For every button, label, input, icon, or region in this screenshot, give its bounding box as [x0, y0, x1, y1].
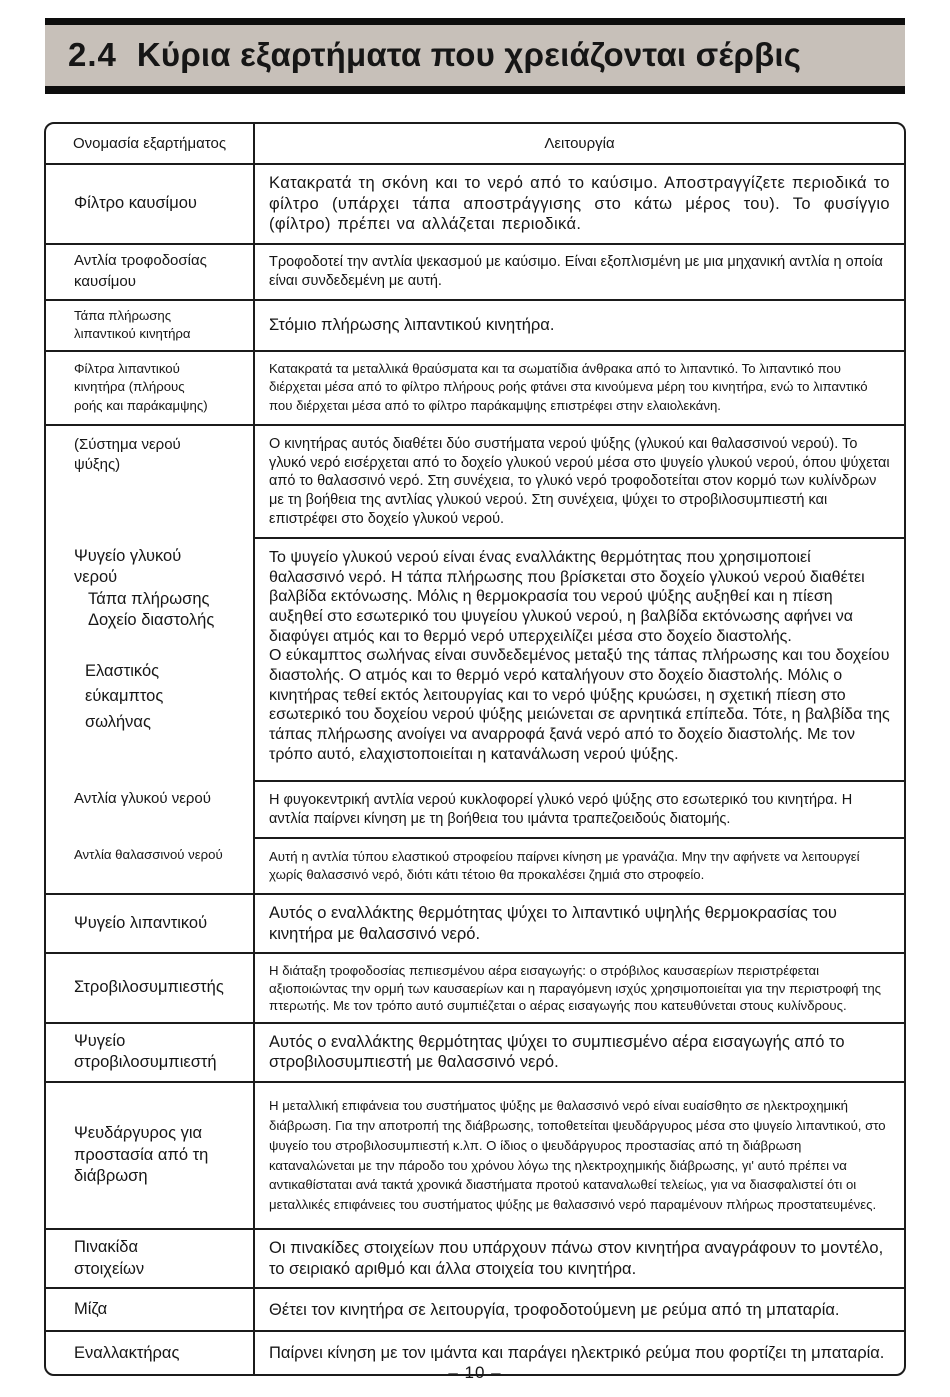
component-name-line: διάβρωση — [74, 1167, 148, 1186]
column-header-component: Ονομασία εξαρτήματος — [46, 124, 255, 163]
table-row-oil-filters — [46, 350, 904, 424]
function-text: Θέτει τον κινητήρα σε λειτουργία, τροφοδοτούμενη με ρεύμα από τη μπαταρία. — [269, 1300, 840, 1319]
component-name-line: λιπαντικού κινητήρα — [74, 326, 191, 342]
component-name-line: κινητήρα (πλήρους — [74, 379, 185, 395]
component-name-cell — [46, 165, 255, 243]
component-name-line: Μίζα — [74, 1300, 108, 1319]
cooling-subrow-sea-water-pump — [46, 837, 904, 893]
component-function-cell — [255, 1083, 904, 1228]
table-row-fuel-feed-pump — [46, 243, 904, 299]
function-text: Ο εύκαμπτος σωλήνας είναι συνδεδεμένος μεταξύ της τάπας πλήρωσης και του δοχείου διαστολής. Ο ατμός και το θερμό νερό καταλήγουν στο δοχείο διαστολής. Μόλις ο κινητήρας τεθεί εκτός λειτουργίας και το νερό ψύξης κρυώσει, η σχετική πίεση στο εσωτερικό του δοχείου νερού ψύξης μειώνεται σε αρνητικά επίπεδα. Τότε, η βαλβίδα της τάπας πλήρωσης ανοίγει να αναρροφά ξανά νερό από το δοχείο διαστολής. Με τον τρόπο αυτό, ελαχιστοποιείται η κατανάλωση νερού ψύξης. — [269, 647, 890, 763]
component-name-line: προστασία από τη — [74, 1145, 209, 1164]
function-text: Οι πινακίδες στοιχείων που υπάρχουν πάνω στον κινητήρα αναγράφουν το μοντέλο, το σειριακό αριθμό και άλλα στοιχεία του κινητήρα. — [269, 1239, 884, 1278]
component-name-line: νερού — [74, 568, 118, 587]
component-function-cell — [255, 954, 904, 1021]
cooling-subrow-fresh-water-pump — [46, 780, 904, 837]
component-name-line: Φίλτρα λιπαντικού — [74, 360, 180, 376]
component-name-cell — [46, 537, 255, 780]
component-name-cell — [46, 301, 255, 350]
component-function-cell — [255, 1024, 904, 1081]
table-header-row — [46, 124, 904, 163]
component-function-cell — [255, 352, 904, 424]
component-name-line: στοιχείων — [74, 1259, 145, 1278]
component-name-cell — [46, 1230, 255, 1287]
function-text: Αυτός ο εναλλάκτης θερμότητας ψύχει το λιπαντικό υψηλής θερμοκρασίας του κινητήρα με θαλασσινό νερό. — [269, 904, 837, 943]
component-name-line: Αντλία τροφοδοσίας — [74, 252, 207, 270]
table-row-oil-cooler — [46, 893, 904, 952]
manual-page — [0, 18, 950, 1382]
component-name-line: Τάπα πλήρωσης — [88, 589, 210, 608]
function-text: Τροφοδοτεί την αντλία ψεκασμού με καύσιμο. Είναι εξοπλισμένη με μια μηχανική αντλία η οποία είναι συνδεδεμένη με αυτή. — [269, 253, 883, 289]
table-row-anticorrosion-zinc — [46, 1081, 904, 1228]
component-name-line: Ψυγείο λιπαντικού — [74, 914, 208, 933]
function-text: Κατακρατά τα μεταλλικά θραύσματα και τα σωματίδια άνθρακα από το λιπαντικό. Το λιπαντικό που διέρχεται μέσα από το φίλτρο πλήρους ροής φτάνει στα κινούμενα μέρη του κινητήρα, ενώ το λιπαντικό που διέρχεται μέσα από το φίλτρο παράκαμψης επιστρέφει στην ελαιολεκάνη. — [269, 360, 868, 413]
table-row-intercooler — [46, 1022, 904, 1081]
function-text: Αυτός ο εναλλάκτης θερμότητας ψύχει το συμπιεσμένο αέρα εισαγωγής από το στροβιλοσυμπιεστή με θαλασσινό νερό. — [269, 1032, 845, 1072]
function-text: Αυτή η αντλία τύπου ελαστικού στροφείου παίρνει κίνηση με γρανάζια. Μην την αφήνετε να λειτουργεί χωρίς θαλασσινό νερό, διότι κάτι τέτοιο θα προκαλέσει ζημιά στο στροφείο. — [269, 848, 860, 883]
component-function-cell — [255, 780, 904, 837]
component-function-cell — [255, 895, 904, 952]
component-name-line: Αντλία γλυκού νερού — [74, 789, 211, 807]
function-text: Ο κινητήρας αυτός διαθέτει δύο συστήματα νερού ψύξης (γλυκού και θαλασσινού νερού). Το γλυκό νερό εισέρχεται από το δοχείο γλυκού νερού μέσα στο ψυγείο γλυκού νερού, όπου ψύχεται από το θαλασσινό νερό. Στη συνέχεια, το γλυκό νερό τροφοδοτείται στον κορμό των κυλίνδρων με τη βοήθεια της αντλίας γλυκού νερού. Στη συνέχεια, ψύχει το στροβιλοσυμπιεστή και επιστρέφει στο δοχείο γλυκού νερού. — [269, 435, 890, 528]
component-name-cell — [46, 245, 255, 299]
component-name-cell — [46, 1289, 255, 1330]
function-text: Η μεταλλική επιφάνεια του συστήματος ψύξης με θαλασσινό νερό είναι ευαίσθητο σε ηλεκτροχημική διάβρωση. Για την αποτροπή της διάβρωσης, τοποθετείται ψευδάργυρος μέσα στο ψυγείο λιπαντικού, στο ψυγείο του στροβιλοσυμπιεστή κ.λπ. Ο ίδιος ο ψευδάργυρος προστασίας από τη διάβρωση καταναλώνεται με την πάροδο του χρόνου λόγω της ηλεκτροχημικής διάβρωσης, γι' αυτό πρέπει να αντικαθίσταται ανά τακτά χρονικά διαστήματα προτού καταναλωθεί τελείως, για να διασφαλιστεί ότι οι μεταλλικές επιφάνειες του συστήματος ψύξης με θαλασσινό νερό παραμένουν πλήρως προστατευμένες. — [269, 1098, 886, 1213]
component-name-line: Πινακίδα — [74, 1238, 139, 1257]
component-function-cell — [255, 301, 904, 350]
component-name-line: σωλήνας — [85, 712, 151, 731]
component-name-line: Αντλία θαλασσινού νερού — [74, 846, 223, 862]
component-name-line: ροής και παράκαμψης) — [74, 397, 208, 413]
component-function-cell — [255, 537, 904, 780]
cooling-subrow-radiator — [46, 537, 904, 780]
component-name-line: Ψευδάργυρος για — [74, 1124, 203, 1143]
table-row-nameplate — [46, 1228, 904, 1287]
component-function-cell — [255, 426, 904, 537]
function-text: Κατακρατά τη σκόνη και το νερό από το καύσιμο. Αποστραγγίζετε περιοδικά το φίλτρο (υπάρχει τάπα αποστράγγισης στο κάτω μέρος του). Το φυσίγγιο (φίλτρο) πρέπει να αλλάζεται περιοδικά. — [269, 174, 890, 234]
table-row-fuel-filter — [46, 163, 904, 243]
function-text: Παίρνει κίνηση με τον ιμάντα και παράγει ηλεκτρικό ρεύμα που φορτίζει τη μπαταρία. — [269, 1344, 885, 1363]
component-name-line: Ψυγείο γλυκού — [74, 546, 182, 565]
components-table — [44, 122, 906, 1376]
component-name-line: Εναλλακτήρας — [74, 1343, 180, 1362]
column-header-function: Λειτουργία — [544, 135, 615, 152]
page-number: – 10 – — [448, 1363, 502, 1382]
component-name-cell — [46, 837, 255, 893]
component-name-line: Ψυγείο — [74, 1032, 126, 1051]
component-name-cell — [46, 426, 255, 537]
table-row-starter — [46, 1287, 904, 1330]
function-text: Η φυγοκεντρική αντλία νερού κυκλοφορεί γλυκό νερό ψύξης στο εσωτερικό του κινητήρα. Η αντλία παίρνει κίνηση με τη βοήθεια του ιμάντα τραπεζοειδούς διατομής. — [269, 791, 853, 827]
component-name-line: καυσίμου — [74, 272, 136, 290]
component-name-line: Τάπα πλήρωσης — [74, 307, 172, 323]
function-text: Το ψυγείο γλυκού νερού είναι ένας εναλλάκτης θερμότητας που χρησιμοποιεί θαλασσινό νερό. Η τάπα πλήρωσης που βρίσκεται στο δοχείο γλυκού νερού διαθέτει βαλβίδα εκτόνωσης. Μόλις η θερμοκρασία του νερού ψύξης αυξηθεί και η πίεση αυξηθεί στο εσωτερικό του ψυγείου γλυκού νερού, η βαλβίδα εκτόνωσης αφήνει να διαφύγει ατμός και το θερμό νερό υπερχειλίζει μέσα στο δοχείο διαστολής. — [269, 548, 865, 645]
component-name-line: Φίλτρο καυσίμου — [74, 194, 197, 213]
component-function-cell — [255, 837, 904, 893]
section-header-banner — [45, 18, 905, 94]
component-function-cell — [255, 165, 904, 243]
component-name-cell — [46, 780, 255, 837]
component-name-cell — [46, 352, 255, 424]
table-row-turbocharger — [46, 952, 904, 1021]
cooling-subrow-overview — [46, 426, 904, 537]
function-text: Στόμιο πλήρωσης λιπαντικού κινητήρα. — [269, 315, 555, 334]
function-text: Η διάταξη τροφοδοσίας πεπιεσμένου αέρα εισαγωγής: ο στρόβιλος καυσαερίων περιστρέφεται αξιοποιώντας την ορμή των καυσαερίων και η παραγόμενη ισχύς χρησιμοποιείται για την περιστροφή της πτερωτής. Με τον τρόπο αυτό συμπιέζεται ο αέρας εισαγωγής που κατευθύνεται στους κυλίνδρους. — [269, 963, 882, 1013]
table-row-oil-filler-cap — [46, 299, 904, 350]
section-number: 2.4 — [68, 36, 117, 73]
component-name-line: (Σύστημα νερού — [74, 435, 181, 453]
component-name-line: Στροβιλοσυμπιεστής — [74, 978, 224, 997]
table-section-cooling-system — [46, 424, 904, 893]
component-name-line: ψύξης) — [74, 455, 121, 473]
component-name-line: στροβιλοσυμπιεστή — [74, 1053, 217, 1072]
component-name-cell — [46, 954, 255, 1021]
component-name-cell — [46, 895, 255, 952]
component-name-cell — [46, 1024, 255, 1081]
component-name-line: Δοχείο διαστολής — [88, 611, 215, 630]
component-function-cell — [255, 1289, 904, 1330]
section-title: Κύρια εξαρτήματα που χρειάζονται σέρβις — [136, 36, 802, 73]
component-name-line: Ελαστικός — [85, 661, 160, 680]
component-name-line: εύκαμπτος — [85, 687, 164, 706]
component-function-cell — [255, 1230, 904, 1287]
component-name-cell — [46, 1083, 255, 1228]
component-function-cell — [255, 245, 904, 299]
